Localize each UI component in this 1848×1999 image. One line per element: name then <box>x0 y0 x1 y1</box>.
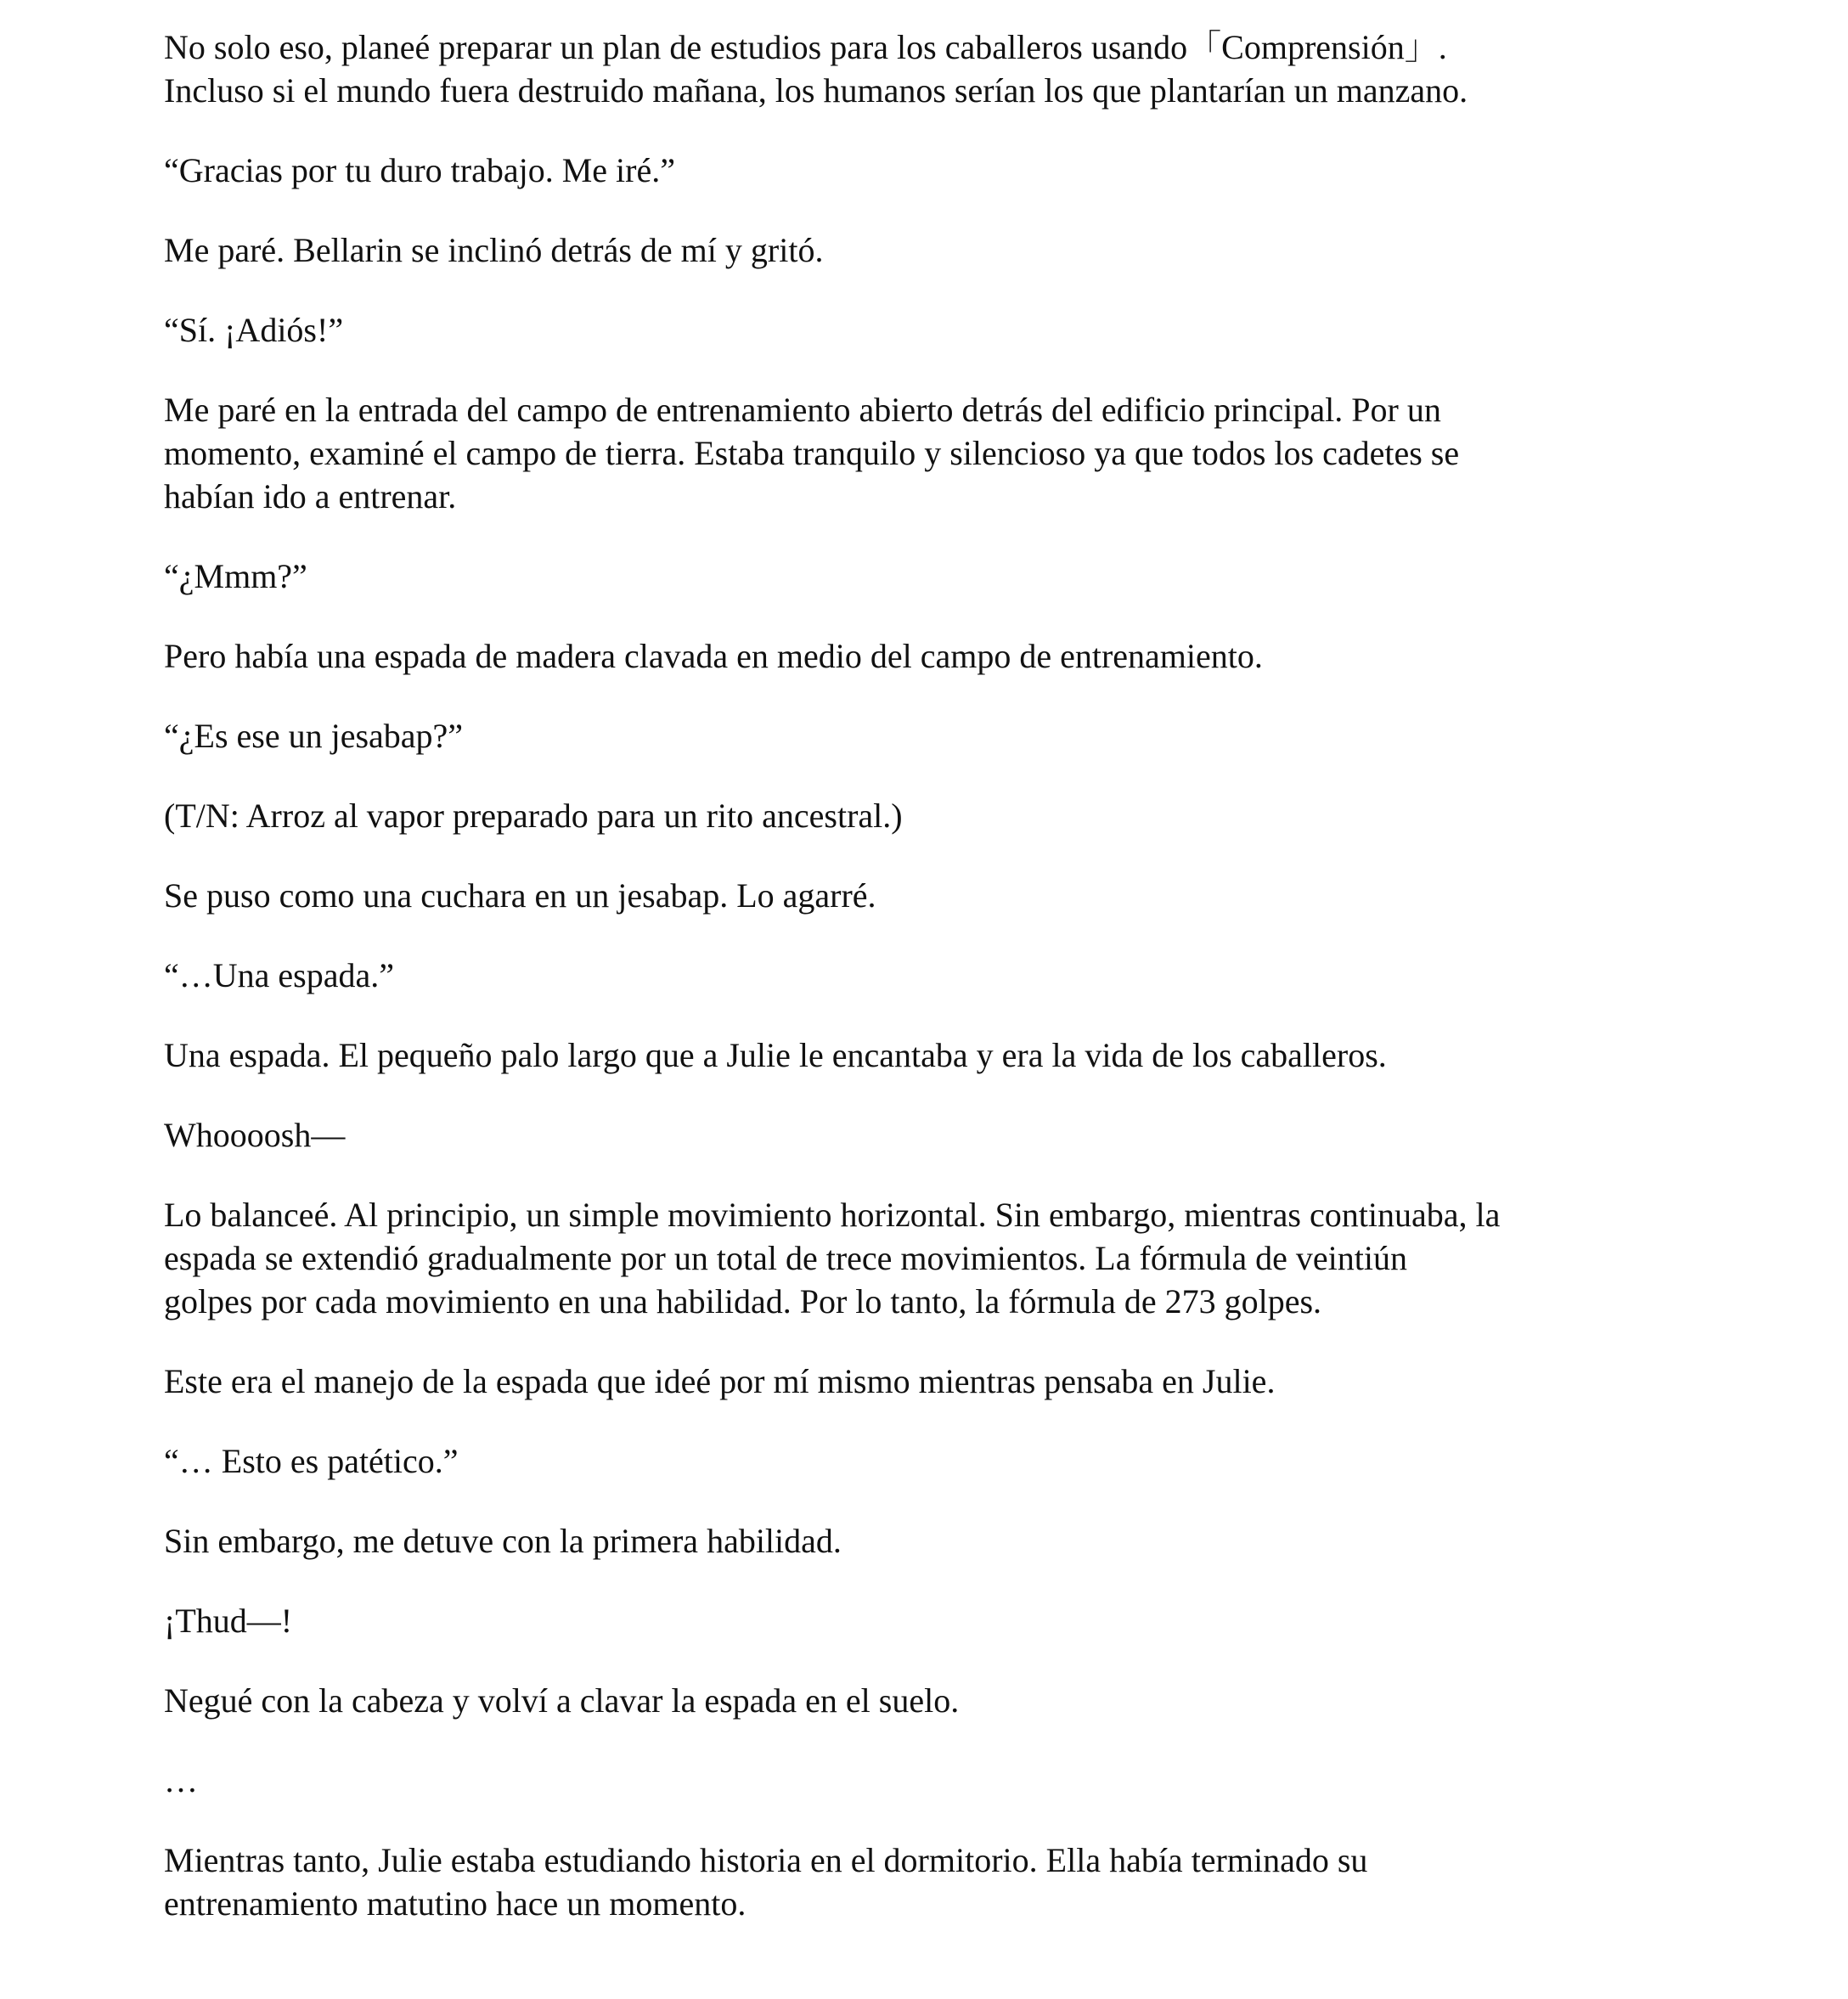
text-line: espada se extendió gradualmente por un total de trece movimientos. La fórmula de veintiún <box>164 1239 1407 1277</box>
paragraph <box>164 1839 1693 1925</box>
paragraph <box>164 308 1693 352</box>
paragraph <box>164 794 1693 837</box>
text-line: Me paré en la entrada del campo de entrenamiento abierto detrás del edificio principal. Por un <box>164 391 1441 429</box>
text-line: No solo eso, planeé preparar un plan de estudios para los caballeros usando「Comprensión」. <box>164 28 1447 66</box>
text-line: momento, examiné el campo de tierra. Estaba tranquilo y silencioso ya que todos los cadetes se <box>164 434 1460 472</box>
text-line: Me paré. Bellarin se inclinó detrás de mí y gritó. <box>164 231 824 269</box>
paragraph <box>164 634 1693 678</box>
paragraph <box>164 1439 1693 1483</box>
text-line: golpes por cada movimiento en una habilidad. Por lo tanto, la fórmula de 273 golpes. <box>164 1282 1322 1320</box>
paragraph <box>164 954 1693 997</box>
paragraph <box>164 1759 1693 1802</box>
paragraph <box>164 555 1693 598</box>
document-page <box>164 25 1693 1925</box>
text-line: ¡Thud—! <box>164 1602 293 1640</box>
paragraph <box>164 1599 1693 1642</box>
text-line: “…Una espada.” <box>164 956 394 994</box>
paragraph <box>164 874 1693 917</box>
text-line: “Sí. ¡Adiós!” <box>164 311 344 349</box>
paragraph <box>164 1360 1693 1403</box>
text-line: Sin embargo, me detuve con la primera habilidad. <box>164 1522 842 1560</box>
text-line: “Gracias por tu duro trabajo. Me iré.” <box>164 151 675 189</box>
paragraph <box>164 1679 1693 1722</box>
text-line: Este era el manejo de la espada que ideé por mí mismo mientras pensaba en Julie. <box>164 1362 1276 1400</box>
paragraph <box>164 1519 1693 1563</box>
paragraph <box>164 1193 1693 1323</box>
text-line: Pero había una espada de madera clavada en medio del campo de entrenamiento. <box>164 637 1263 675</box>
paragraph <box>164 25 1693 112</box>
text-line: Whoooosh— <box>164 1116 346 1154</box>
paragraph <box>164 714 1693 757</box>
text-line: entrenamiento matutino hace un momento. <box>164 1884 747 1923</box>
text-line: Mientras tanto, Julie estaba estudiando historia en el dormitorio. Ella había terminado su <box>164 1841 1368 1879</box>
text-line: … <box>164 1761 198 1799</box>
text-line: “… Esto es patético.” <box>164 1442 459 1480</box>
paragraph <box>164 388 1693 518</box>
text-line: Una espada. El pequeño palo largo que a Julie le encantaba y era la vida de los caballeros. <box>164 1036 1387 1074</box>
paragraph <box>164 228 1693 272</box>
text-line: Se puso como una cuchara en un jesabap. Lo agarré. <box>164 876 876 915</box>
paragraph <box>164 149 1693 192</box>
paragraph <box>164 1113 1693 1157</box>
paragraph <box>164 1033 1693 1077</box>
text-line: Incluso si el mundo fuera destruido mañana, los humanos serían los que plantarían un manzano. <box>164 71 1468 110</box>
text-line: “¿Es ese un jesabap?” <box>164 717 464 755</box>
text-line: Negué con la cabeza y volví a clavar la espada en el suelo. <box>164 1681 960 1720</box>
text-line: Lo balanceé. Al principio, un simple movimiento horizontal. Sin embargo, mientras continuaba, la <box>164 1196 1501 1234</box>
text-line: (T/N: Arroz al vapor preparado para un rito ancestral.) <box>164 797 903 835</box>
text-line: “¿Mmm?” <box>164 557 307 595</box>
text-line: habían ido a entrenar. <box>164 477 457 515</box>
